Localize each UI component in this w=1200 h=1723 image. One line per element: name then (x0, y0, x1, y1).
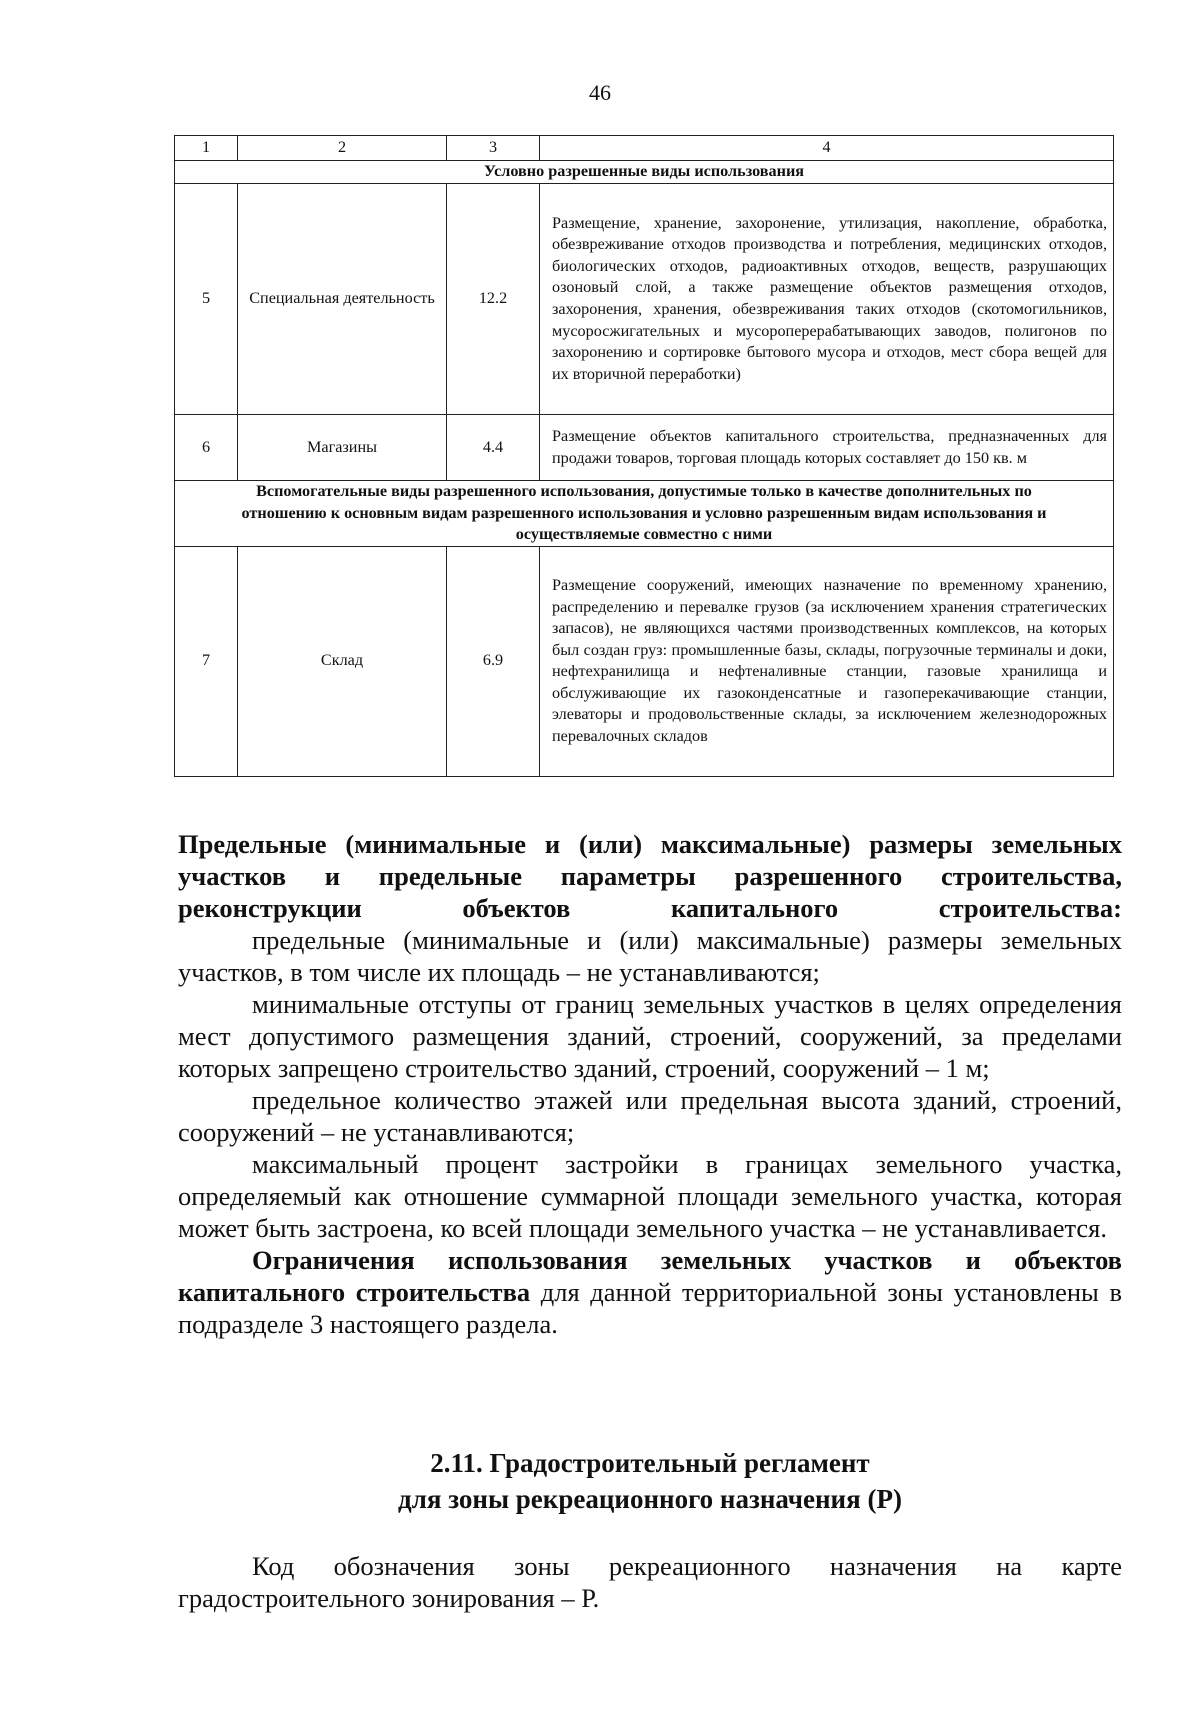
use-name: Склад (238, 546, 447, 776)
limits-paragraph: предельное количество этажей или предельная высота зданий, строений, сооружений – не устанавливаются; (178, 1085, 1122, 1147)
use-name: Специальная деятельность (238, 184, 447, 415)
row-number: 5 (175, 184, 238, 415)
section-title-line1: 2.11. Градостроительный регламент (430, 1448, 870, 1478)
use-name: Магазины (238, 415, 447, 481)
limits-paragraph: предельные (минимальные и (или) максимальные) размеры земельных участков, в том числе их площадь – не устанавливаются; (178, 925, 1122, 987)
row-number: 7 (175, 546, 238, 776)
limits-block (178, 828, 1122, 1340)
use-description: Размещение, хранение, захоронение, утилизация, накопление, обработка, обезвреживание отходов производства и потребления, медицинских отходов, биологических отходов, радиоактивных отходов, веществ, разрушающих озоновый слой, а также размещение объектов размещения отходов, захоронения, хранения, обезвреживания таких отходов (скотомогильников, мусоросжигательных и мусороперерабатывающих заводов, полигонов по захоронению и сортировке бытового мусора и отходов, мест сбора вещей для их вторичной переработки) (540, 184, 1114, 415)
land-use-table (174, 135, 1114, 777)
header-cell: 2 (238, 136, 447, 161)
limits-heading: Предельные (минимальные и (или) максимальные) размеры земельных участков и предельные параметры разрешенного строительства, реконструкции объектов капитального строительства: (178, 829, 1122, 923)
row-number: 6 (175, 415, 238, 481)
header-cell: 4 (540, 136, 1114, 161)
section-title: Условно разрешенные виды использования (175, 161, 1114, 184)
table-row (175, 415, 1114, 481)
restrictions-paragraph (178, 1244, 1122, 1340)
use-code: 4.4 (447, 415, 540, 481)
page-number: 46 (589, 80, 611, 105)
use-code: 6.9 (447, 546, 540, 776)
use-description: Размещение сооружений, имеющих назначение по временному хранению, распределению и перевалке грузов (за исключением хранения стратегических запасов), не являющихся частями производственных комплексов, на которых был создан груз: промышленные базы, склады, погрузочные терминалы и доки, нефтехранилища и нефтеналивные станции, газовые хранилища и обслуживающие их газоконденсатные и газоперекачивающие станции, элеваторы и продовольственные склады, за исключением железнодорожных перевалочных складов (540, 546, 1114, 776)
table-row (175, 546, 1114, 776)
table-row (175, 184, 1114, 415)
table-header-row (175, 136, 1114, 161)
limits-paragraph: максимальный процент застройки в границах земельного участка, определяемый как отношение суммарной площади земельного участка, которая может быть застроена, ко всей площади земельного участка – не устанавливается. (178, 1149, 1122, 1243)
use-code: 12.2 (447, 184, 540, 415)
restrictions-text: для данной территориальной зоны установлены в подразделе 3 настоящего раздела. (178, 1277, 1122, 1339)
header-cell: 3 (447, 136, 540, 161)
section-row-auxiliary (175, 481, 1114, 547)
restrictions-bold: Ограничения использования земельных участков и объектов капитального строительства (178, 1245, 1122, 1307)
limits-paragraph: минимальные отступы от границ земельных участков в целях определения мест допустимого размещения зданий, строений, сооружений, за пределами которых запрещено строительство зданий, строений, сооружений – 1 м; (178, 989, 1122, 1083)
header-cell: 1 (175, 136, 238, 161)
section-title: Вспомогательные виды разрешенного использования, допустимые только в качестве дополнительных по отношению к основным видам разрешенного использования и условно разрешенным видам использования и осуществляемые совместно с ними (175, 481, 1114, 547)
use-description: Размещение объектов капитального строительства, предназначенных для продажи товаров, торговая площадь которых составляет до 150 кв. м (540, 415, 1114, 481)
zone-code-block (178, 1550, 1122, 1614)
section-title-line2: для зоны рекреационного назначения (Р) (398, 1484, 902, 1514)
section-row-conditional (175, 161, 1114, 184)
zone-code-paragraph: Код обозначения зоны рекреационного назначения на карте градостроительного зонирования – Р. (178, 1551, 1122, 1613)
